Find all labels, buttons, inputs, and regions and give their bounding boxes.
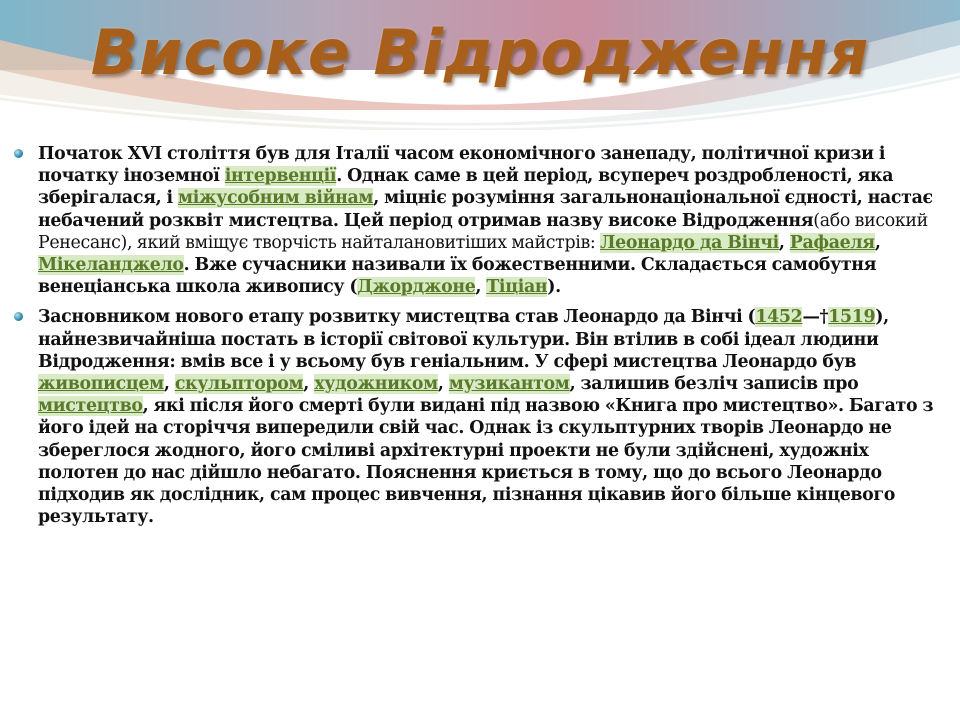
link-1519[interactable]: 1519 (828, 307, 876, 328)
para1-text: , міцніє розуміння загальнонаціональної єдності, настає небачений розквіт мистецтва. Цей період отримав назву (38, 188, 933, 231)
para1-text: Початок XVI століття був для Італії часом економічного занепаду, політичної кризи і початку іноземної (38, 144, 886, 187)
separator: , (163, 374, 175, 395)
term-high-renaissance: високе Відродження (608, 210, 814, 231)
para2-text: Засновником нового етапу розвитку мистецтва став Леонардо да Вінчі ( (38, 307, 756, 328)
separator: , (778, 232, 790, 253)
para2-text: , які після його смерті були видані під назвою «Книга про мистецтво». Багато з його ідей на сторіччя випередили свій час. Однак із скульптурних творів Леонардо не збереглося жодного, його сміливі архітектурні проекти не були здійснені, художніх полотен до нас дійшло небагато. Пояснення криється в тому, що до всього Леонардо підходив як дослідник, сам процес вивчення, пізнання цікавив його більше кінцевого результату. (38, 396, 934, 528)
link-leonardo[interactable]: Леонардо да Вінчі (600, 232, 779, 253)
slide-title: Високе Відродження (90, 16, 870, 89)
link-art[interactable]: мистецтво (38, 396, 143, 417)
separator: , (303, 374, 315, 395)
para1-text: ). (547, 277, 561, 298)
para1-text: . Однак саме в цей період, всупереч роздробленості, яка зберігалася, і (38, 166, 894, 209)
para2-text: ), найнезвичайніша постать в історії світової культури. Він втілив в собі ідеал людини Відродження: вмів все і у всьому був геніальним. У сфері мистецтва Леонардо був (38, 307, 889, 372)
para1-text: . Вже сучасники називали їх божественними. Складається самобутня венеціанська школа живопису ( (38, 255, 877, 298)
link-painter[interactable]: живописцем (38, 374, 164, 395)
link-raphael[interactable]: Рафаеля (789, 232, 875, 253)
para2-text: , залишив безліч записів про (569, 374, 859, 395)
separator: , (874, 232, 881, 253)
link-artist[interactable]: художником (314, 374, 438, 395)
link-intervention[interactable]: інтервенції (224, 166, 337, 187)
paragraph-1 (14, 143, 934, 298)
separator: , (475, 277, 487, 298)
link-internecine-wars[interactable]: міжусобним війнам (177, 188, 374, 209)
link-titian[interactable]: Тіціан (486, 277, 548, 298)
sphere-bullet-icon (14, 312, 23, 321)
slide-body (14, 143, 934, 536)
paragraph-2 (14, 306, 934, 528)
link-giorgione[interactable]: Джорджоне (357, 277, 476, 298)
dash-dagger: —† (802, 307, 829, 328)
link-musician[interactable]: музикантом (448, 374, 570, 395)
separator: , (437, 374, 449, 395)
link-1452[interactable]: 1452 (755, 307, 803, 328)
para1-text: (або високий Ренесанс), який вміщує творчість найталановитіших майстрів: (38, 210, 928, 253)
sphere-bullet-icon (14, 149, 23, 158)
link-michelangelo[interactable]: Мікеланджело (38, 255, 184, 276)
link-sculptor[interactable]: скульптором (174, 374, 304, 395)
